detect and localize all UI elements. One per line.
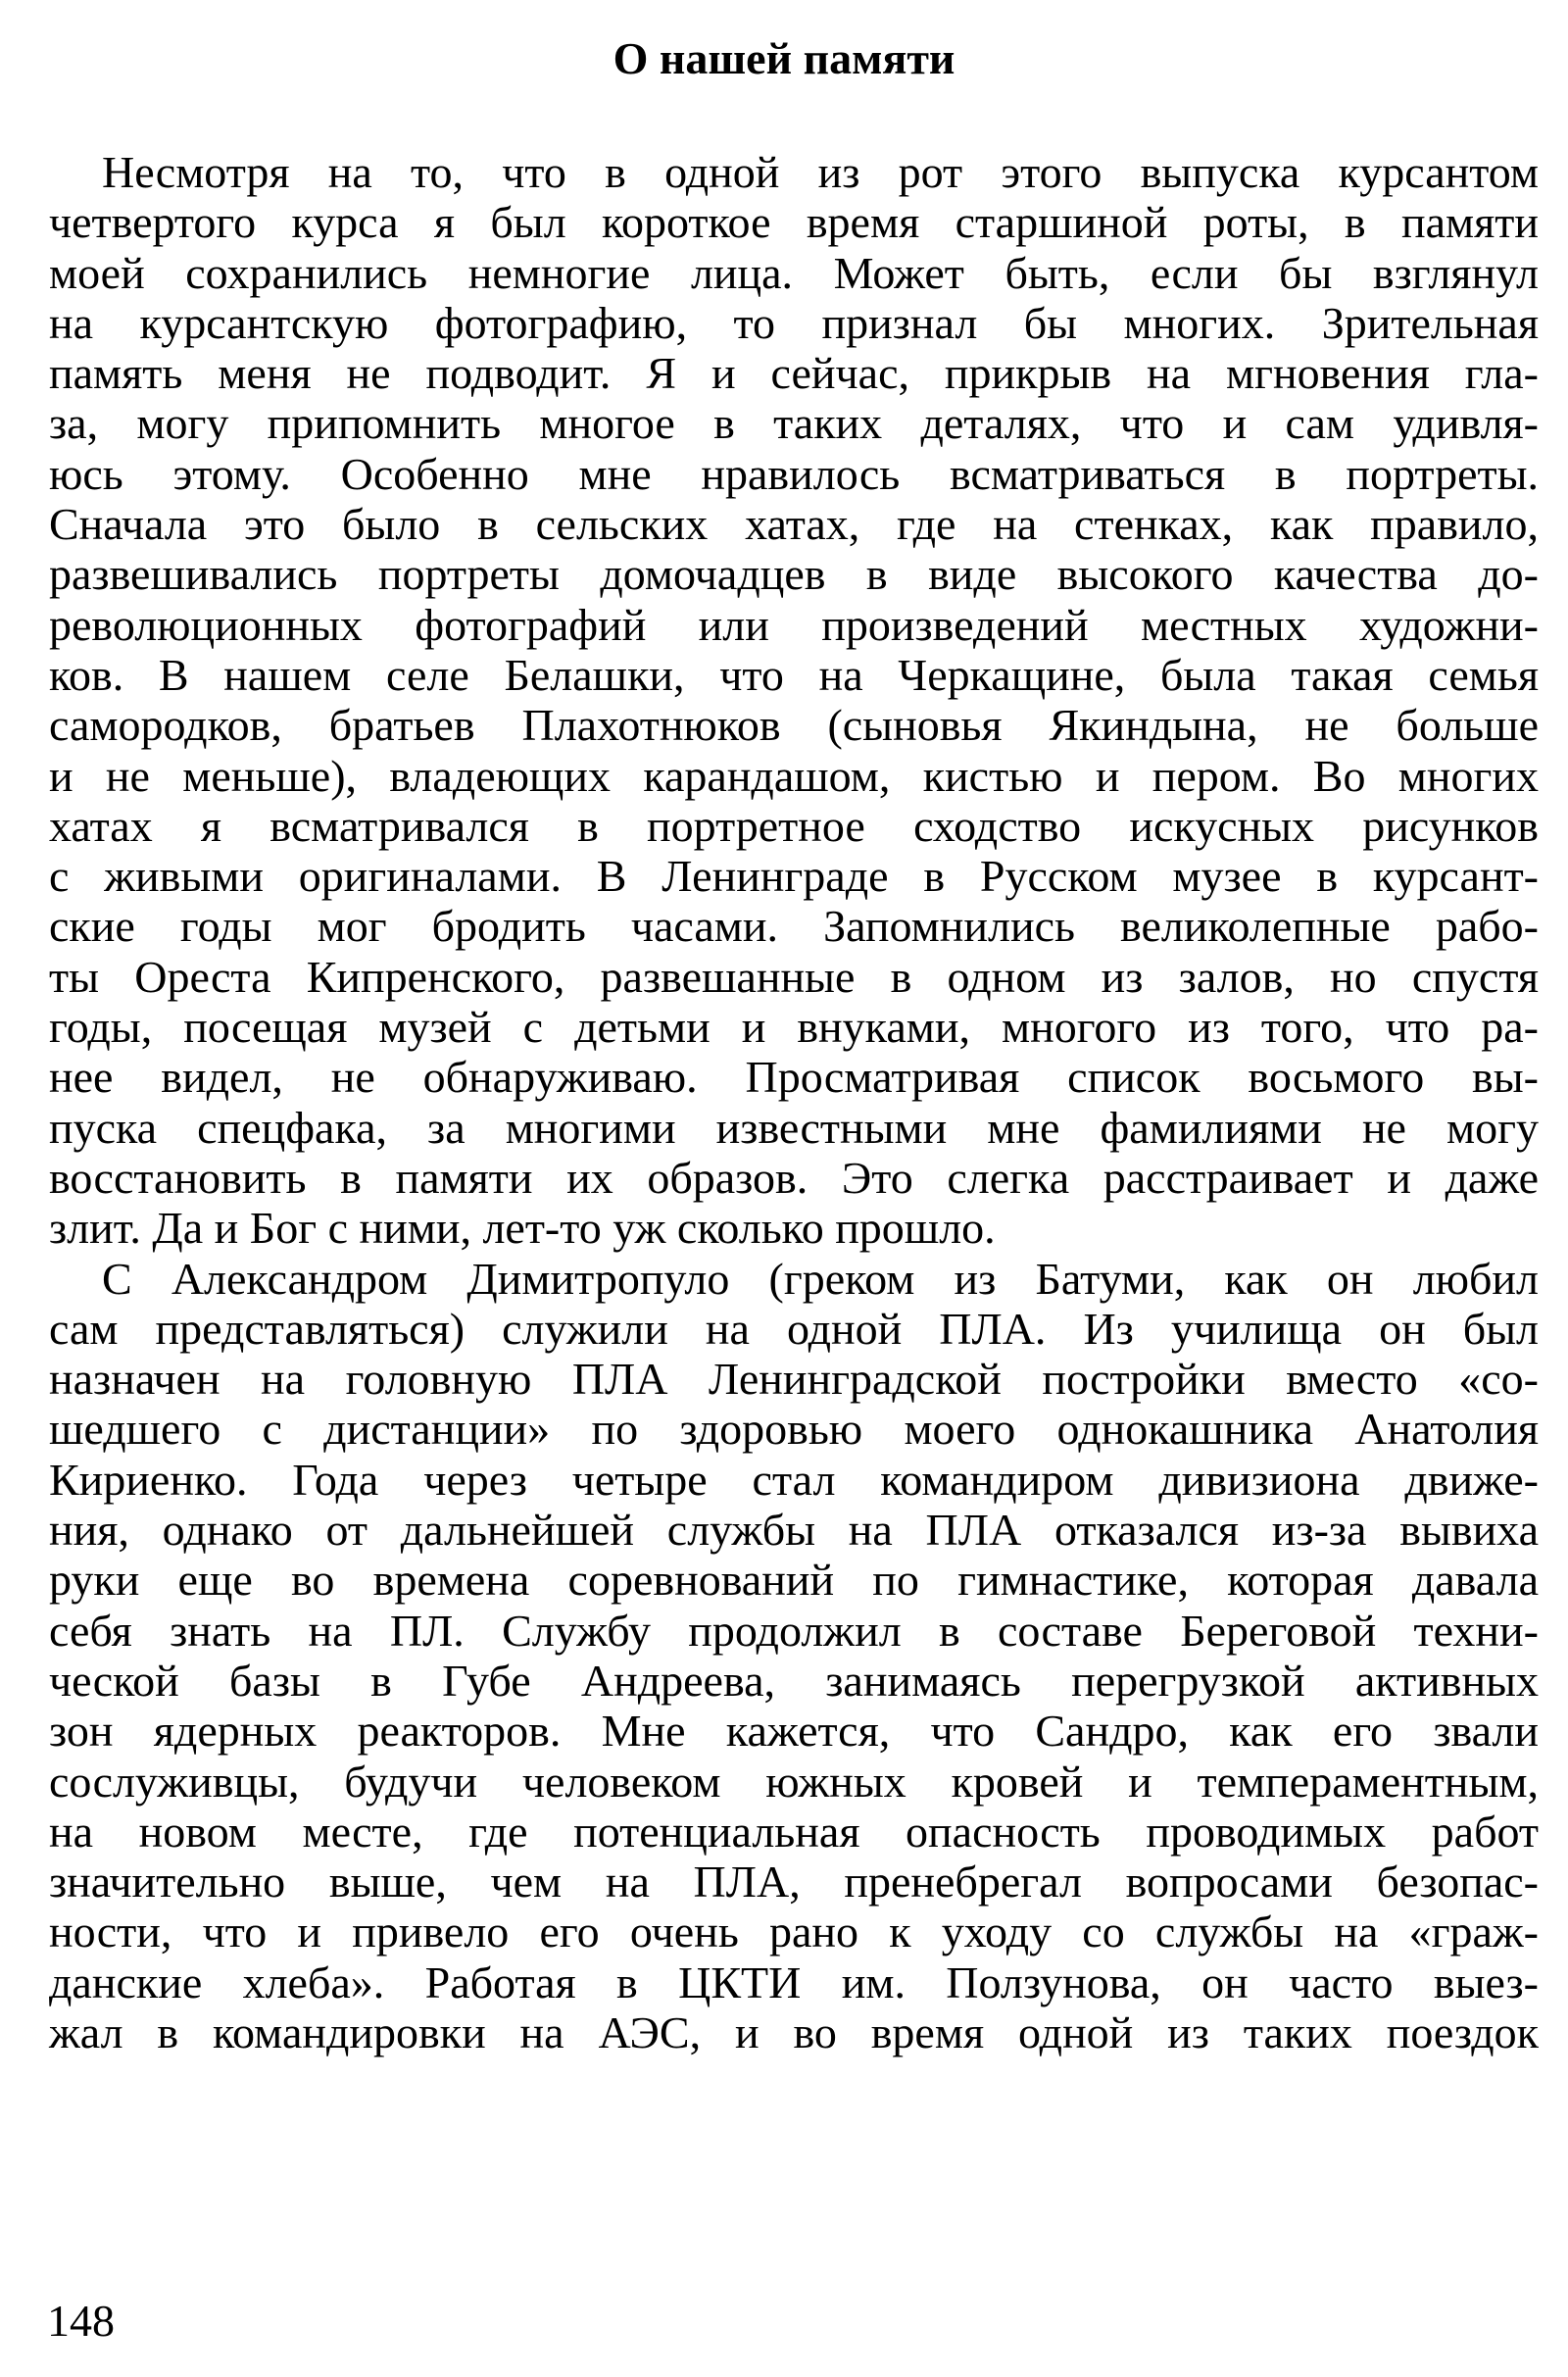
text-line: зон ядерных реакторов. Мне кажется, что Сандро, как его звали: [49, 1706, 1539, 1757]
text-line: пуска спецфака, за многими известными мне фамилиями не могу: [49, 1102, 1539, 1153]
text-line: хатах я всматривался в портретное сходство искусных рисунков: [49, 800, 1539, 851]
text-line: годы, посещая музей с детьми и внуками, многого из того, что ра-: [49, 1002, 1539, 1053]
text-line: революционных фотографий или произведений местных художни-: [49, 599, 1539, 650]
text-line: ния, однако от дальнейшей службы на ПЛА отказался из-за вывиха: [49, 1505, 1539, 1556]
text-line: моей сохранились немногие лица. Может быть, если бы взглянул: [49, 247, 1539, 298]
text-line: сослуживцы, будучи человеком южных кровей и темпераментным,: [49, 1756, 1539, 1807]
text-line: ские годы мог бродить часами. Запомнились великолепные рабо-: [49, 901, 1539, 952]
text-line: ков. В нашем селе Белашки, что на Черкащине, была такая семья: [49, 649, 1539, 700]
text-line: руки еще во времена соревнований по гимнастике, которая давала: [49, 1555, 1539, 1606]
body-text: [49, 147, 1539, 2057]
text-line: развешивались портреты домочадцев в виде высокого качества до-: [49, 549, 1539, 600]
text-line: с живыми оригиналами. В Ленинграде в Русском музее в курсант-: [49, 851, 1539, 902]
text-line: значительно выше, чем на ПЛА, пренебрегал вопросами безопас-: [49, 1857, 1539, 1907]
page-number: 148: [47, 2296, 115, 2346]
text-line: на новом месте, где потенциальная опасность проводимых работ: [49, 1806, 1539, 1857]
text-line: Несмотря на то, что в одной из рот этого выпуска курсантом: [102, 147, 1539, 197]
text-line: и не меньше), владеющих карандашом, кистью и пером. Во многих: [49, 750, 1539, 801]
text-line: самородков, братьев Плахотнюков (сыновья Якиндына, не больше: [49, 700, 1539, 751]
text-line: данские хлеба». Работая в ЦКТИ им. Ползунова, он часто выез-: [49, 1956, 1539, 2007]
text-line: память меня не подводит. Я и сейчас, прикрыв на мгновения гла-: [49, 348, 1539, 399]
text-line: ности, что и привело его очень рано к уходу со службы на «граж-: [49, 1907, 1539, 1957]
text-line: четвертого курса я был короткое время старшиной роты, в памяти: [49, 197, 1539, 248]
text-line: жал в командировки на АЭС, и во время одной из таких поездок: [49, 2006, 1539, 2057]
text-line: за, могу припомнить многое в таких деталях, что и сам удивля-: [49, 398, 1539, 449]
text-line: злит. Да и Бог с ними, лет-то уж сколько прошло.: [49, 1203, 996, 1254]
text-line: С Александром Димитропуло (греком из Батуми, как он любил: [102, 1253, 1539, 1304]
text-line: Кириенко. Года через четыре стал командиром дивизиона движе-: [49, 1454, 1539, 1505]
text-line: Сначала это было в сельских хатах, где на стенках, как правило,: [49, 499, 1539, 550]
text-line: на курсантскую фотографию, то признал бы многих. Зрительная: [49, 297, 1539, 348]
text-line: сам представляться) служили на одной ПЛА. Из училища он был: [49, 1303, 1539, 1354]
text-line: нее видел, не обнаруживаю. Просматривая список восьмого вы-: [49, 1052, 1539, 1103]
text-line: шедшего с дистанции» по здоровью моего однокашника Анатолия: [49, 1404, 1539, 1455]
text-line: юсь этому. Особенно мне нравилось всматриваться в портреты.: [49, 448, 1539, 499]
text-line: ческой базы в Губе Андреева, занимаясь перегрузкой активных: [49, 1655, 1539, 1706]
text-line: назначен на головную ПЛА Ленинградской постройки вместо «со-: [49, 1354, 1539, 1405]
text-line: ты Ореста Кипренского, развешанные в одном из залов, но спустя: [49, 951, 1539, 1002]
page-title: О нашей памяти: [612, 33, 956, 83]
text-line: себя знать на ПЛ. Службу продолжил в составе Береговой техни-: [49, 1605, 1539, 1656]
text-line: восстановить в памяти их образов. Это слегка расстраивает и даже: [49, 1152, 1539, 1203]
